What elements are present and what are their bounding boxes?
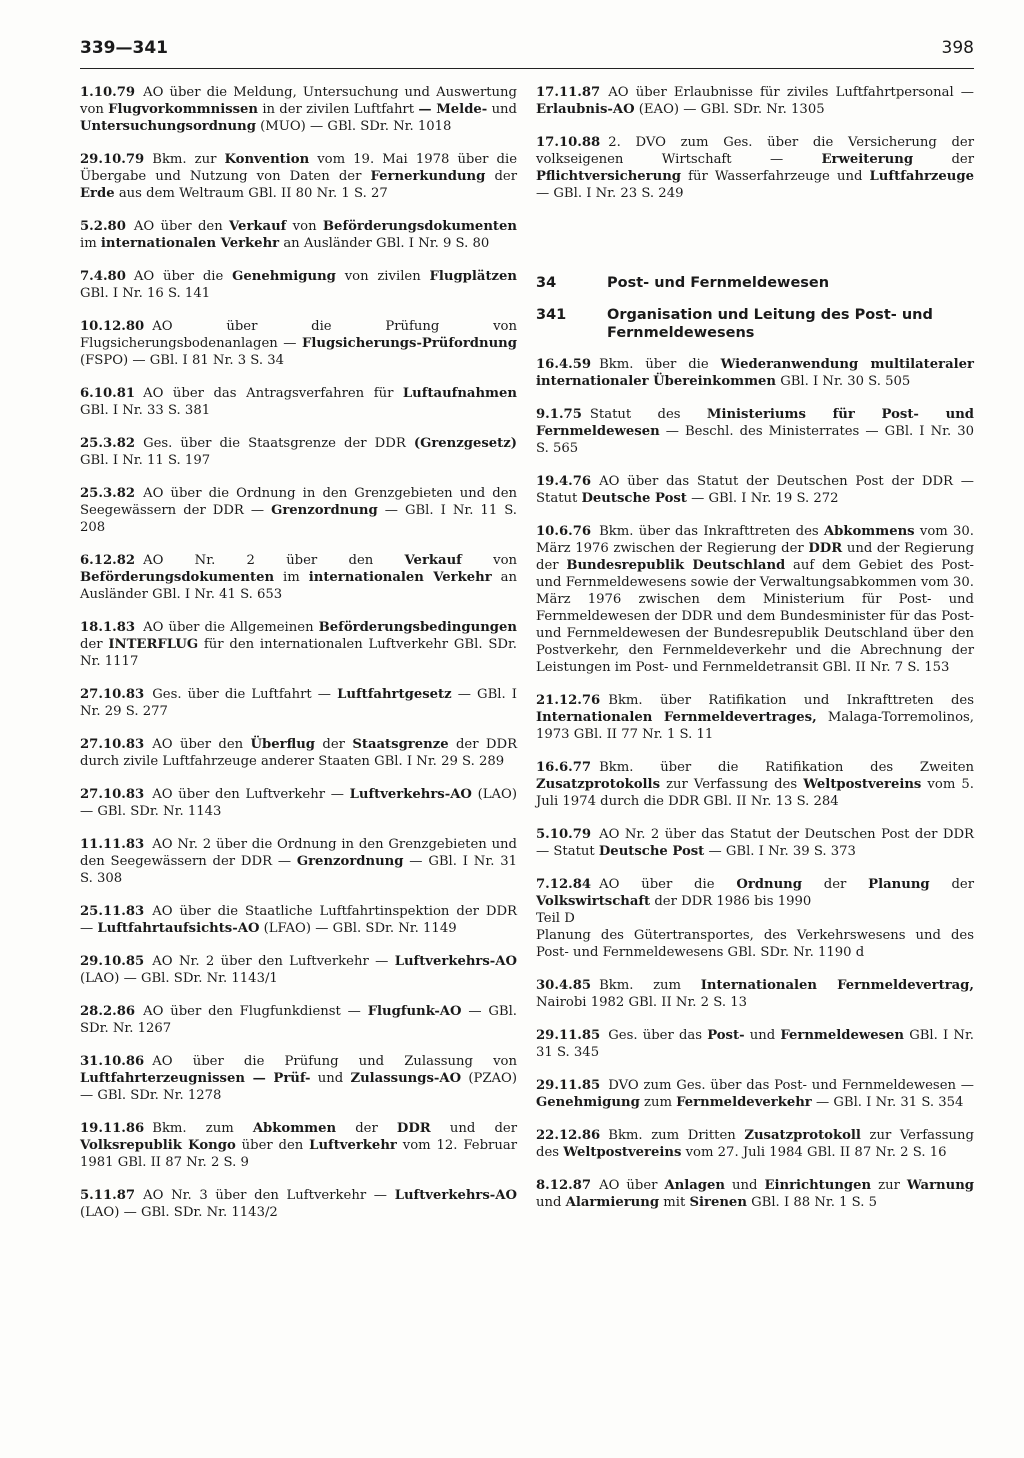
entry-text: Statut des [589,407,707,422]
entry-text: mit [659,1195,690,1210]
entry-keyword: Bundesrepublik Deutschland [566,558,786,573]
entry-keyword: — Melde- [418,102,488,117]
column-spacer [536,218,974,274]
entry-date: 21.12.76 [536,693,601,708]
entry-text: GBl. I Nr. 33 S. 381 [80,403,211,418]
entry-date: 30.4.85 [536,978,592,993]
law-entry [80,736,517,770]
entry-keyword: Staatsgrenze [352,737,449,752]
entry-keyword: Luftfahrtaufsichts-AO [97,921,260,936]
entry-text: — GBl. I Nr. 31 S. 354 [811,1095,964,1110]
law-entry [536,1077,974,1111]
entry-text: (FSPO) — GBl. I 81 Nr. 3 S. 34 [80,353,285,368]
section-title: Organisation und Leitung des Post- und Fernmeldewesens [607,307,933,341]
entry-keyword: Fernerkundung [370,169,486,184]
entry-date: 25.11.83 [80,904,145,919]
entry-date: 18.1.83 [80,620,136,635]
page-range: 339—341 [80,38,168,58]
entry-keyword: Flugvorkommnissen [108,102,259,117]
entry-keyword: Zulassungs-AO [350,1071,462,1086]
entry-text: vom 12. Februar 1981 GBl. II 87 Nr. 2 S. 9 [80,1138,517,1170]
section-number: 34 [536,275,557,291]
entry-text: AO über [599,1178,665,1193]
entry-text: von [461,553,517,568]
entry-text: und der Regierung der [536,541,975,573]
entry-keyword: Sirenen [689,1195,747,1210]
entry-text: AO über die Allgemeinen [143,620,319,635]
entry-text: (LAO) — GBl. SDr. Nr. 1143/2 [80,1205,278,1220]
entry-text: an Ausländer GBl. I Nr. 9 S. 80 [279,236,490,251]
entry-text: GBl. I Nr. 31 S. 345 [536,1028,974,1060]
right-column-top [536,84,974,202]
entry-keyword: Ministeriums für Post- und Fernmeldewesen [536,407,974,439]
entry-date: 8.12.87 [536,1178,592,1193]
entry-text: DVO zum Ges. über das Post- und Fernmeldewesen — [608,1078,974,1093]
entry-date: 5.2.80 [80,219,126,234]
law-entry [536,523,974,676]
right-column-bottom [536,356,974,1211]
law-entry [536,1177,974,1211]
entry-keyword: internationalen Verkehr [308,570,492,585]
entry-text: — Beschl. des Ministerrates — GBl. I Nr. 30 S. 565 [536,424,974,456]
entry-text: zur Verfassung des [660,777,804,792]
page-number: 398 [941,38,974,58]
entry-text: (EAO) — GBl. SDr. Nr. 1305 [634,102,825,117]
entry-text: der [929,877,974,892]
entry-date: 16.4.59 [536,357,592,372]
entry-keyword: DDR [396,1121,431,1136]
entry-text: Bkm. zur [152,152,225,167]
page-header [80,38,974,68]
entry-text: AO Nr. 2 über das Statut der Deutschen Post der DDR — Statut [536,827,974,859]
entry-text: Malaga-Torremolinos, 1973 GBl. II 77 Nr. 1 S. 11 [536,710,974,742]
entry-text: und [536,1195,566,1210]
entry-text: AO über die Staatliche Luftfahrtinspektion der DDR — [80,904,517,936]
left-column [80,84,517,1237]
entry-date: 25.3.82 [80,436,136,451]
entry-date: 9.1.75 [536,407,582,422]
entry-text: Bkm. zum Dritten [608,1128,745,1143]
entry-text: und [310,1071,351,1086]
entry-text: AO über die Prüfung und Zulassung von [152,1054,517,1069]
entry-text: — GBl. I Nr. 29 S. 277 [80,687,518,719]
entry-text: AO Nr. 2 über den [143,553,405,568]
law-entry [80,84,517,135]
entry-date: 19.4.76 [536,474,592,489]
law-entry [536,759,974,810]
entry-keyword: Untersuchungsordnung [80,119,256,134]
law-entry [536,876,974,961]
entry-text: Bkm. zum [152,1121,253,1136]
entry-text: der [485,169,518,184]
entry-date: 7.4.80 [80,269,126,284]
entry-text: AO über den [152,737,251,752]
entry-text: der [802,877,869,892]
entry-keyword: Planung [868,877,930,892]
entry-keyword: Internationalen Fernmeldevertrages, [536,710,817,725]
entry-text: GBl. I 88 Nr. 1 S. 5 [746,1195,878,1210]
entry-text: der DDR 1986 bis 1990 Teil D Planung des Gütertransportes, des Verkehrswesens und des Post- und Fernmeldewesens GBl. SDr. Nr. 1190 d [536,894,974,960]
entry-date: 25.3.82 [80,486,136,501]
subsection-heading [536,306,974,342]
law-entry [80,552,517,603]
entry-text: (LAO) — GBl. SDr. Nr. 1143/1 [80,971,278,986]
law-entry [536,1027,974,1061]
entry-keyword: Luftverkehrs-AO [394,1188,517,1203]
entry-keyword: Verkauf [229,219,287,234]
entry-date: 1.10.79 [80,85,136,100]
entry-date: 29.11.85 [536,1028,601,1043]
law-entry [80,836,517,887]
entry-text: vom 27. Juli 1984 GBl. II 87 Nr. 2 S. 16 [681,1145,947,1160]
entry-keyword: Luftfahrtgesetz [337,687,452,702]
entry-text: Ges. über das [608,1028,708,1043]
entry-date: 5.11.87 [80,1188,136,1203]
entry-text: GBl. I Nr. 11 S. 197 [80,453,211,468]
entry-text: GBl. I Nr. 30 S. 505 [776,374,911,389]
law-entry [80,268,517,302]
entry-text: AO über das Statut der Deutschen Post der DDR — Statut [536,474,974,506]
entry-text: (MUO) — GBl. SDr. Nr. 1018 [255,119,452,134]
law-entry [80,385,517,419]
law-entry [80,1003,517,1037]
law-entry [536,692,974,743]
entry-keyword: Fernmeldeverkehr [676,1095,812,1110]
entry-keyword: Flugsicherungs-Prüfordnung [302,336,517,351]
entry-keyword: Warnung [906,1178,975,1193]
entry-date: 27.10.83 [80,737,145,752]
entry-keyword: Fernmeldewesen [780,1028,905,1043]
entry-keyword: Weltpostvereins [803,777,922,792]
law-entry [80,318,517,369]
entry-date: 16.6.77 [536,760,592,775]
law-entry [536,406,974,457]
entry-keyword: Post- [707,1028,745,1043]
entry-keyword: (Grenzgesetz) [413,436,517,451]
entry-text: AO Nr. 3 über den Luftverkehr — [143,1188,395,1203]
entry-text: AO über die Prüfung von Flugsicherungsbodenanlagen — [80,319,517,351]
law-entry [80,619,517,670]
entry-keyword: Erlaubnis-AO [536,102,635,117]
entry-keyword: Verkauf [404,553,462,568]
entry-date: 29.10.79 [80,152,145,167]
entry-text: in der zivilen Luftfahrt [258,102,419,117]
law-entry [80,1120,517,1171]
entry-text: Nairobi 1982 GBl. II Nr. 2 S. 13 [536,995,747,1010]
entry-keyword: INTERFLUG [108,637,199,652]
entry-text: AO über das Antragsverfahren für [143,386,403,401]
entry-text: 2. DVO zum Ges. über die Versicherung der volkseigenen Wirtschaft — [536,135,974,167]
entry-text: im [80,236,101,251]
entry-text: Bkm. zum [599,978,701,993]
entry-text: im [274,570,309,585]
entry-keyword: Alarmierung [565,1195,660,1210]
law-entry [536,1127,974,1161]
entry-text: und [744,1028,781,1043]
entry-date: 5.10.79 [536,827,592,842]
law-entry [80,485,517,536]
entry-keyword: Ordnung [736,877,802,892]
entry-text: Ges. über die Staatsgrenze der DDR [143,436,414,451]
entry-text: AO über die Ordnung in den Grenzgebieten und den Seegewässern der DDR — [80,486,517,518]
entry-keyword: Anlagen [664,1178,726,1193]
entry-keyword: Überflug [250,737,316,752]
entry-text: (LFAO) — GBl. SDr. Nr. 1149 [259,921,457,936]
entry-text: der [336,1121,397,1136]
law-entry [536,977,974,1011]
entry-date: 27.10.83 [80,687,145,702]
entry-keyword: Luftaufnahmen [402,386,517,401]
section-heading [536,274,974,292]
entry-keyword: Deutsche Post [581,491,687,506]
entry-keyword: Genehmigung [232,269,336,284]
entry-text: Bkm. über die Ratifikation des Zweiten [599,760,974,775]
entry-keyword: Deutsche Post [598,844,705,859]
entry-date: 28.2.86 [80,1004,136,1019]
entry-text: über den [235,1138,310,1153]
entry-keyword: Volksrepublik Kongo [80,1138,236,1153]
law-entry [80,953,517,987]
entry-date: 6.12.82 [80,553,136,568]
entry-text: auf dem Gebiet des Post- und Fernmeldewesens sowie der Verwaltungsabkommen vom 30. März 1976 zwischen dem Ministerium für Post- und Fernmeldewesen der DDR und dem Bundesminister für das Post- und Fernmeldewesen der Bundesrepublik Deutschland über den Postverkehr, den Fernmeldeverkehr und die Abrechnung der Leistungen im Post- und Fernmeldetransit GBl. II Nr. 7 S. 153 [536,558,974,675]
entry-date: 27.10.83 [80,787,145,802]
law-entry [80,903,517,937]
law-entry [80,786,517,820]
entry-keyword: internationalen Verkehr [100,236,280,251]
entry-keyword: Grenzordnung [271,503,378,518]
entry-keyword: DDR [808,541,843,556]
entry-text: — GBl. I Nr. 39 S. 373 [704,844,856,859]
entry-text: an Ausländer GBl. I Nr. 41 S. 653 [80,570,517,602]
entry-date: 17.11.87 [536,85,601,100]
entry-keyword: Luftfahrzeuge [869,169,974,184]
section-title: Post- und Fernmeldewesen [607,275,830,291]
entry-text: — GBl. I Nr. 31 S. 308 [80,854,517,886]
entry-keyword: Luftfahrterzeugnissen — Prüf- [80,1071,311,1086]
entry-keyword: Internationalen Fernmeldevertrag, [700,978,974,993]
entry-keyword: Abkommen [252,1121,337,1136]
law-entry [536,134,974,202]
entry-keyword: Beförderungsdokumenten [322,219,517,234]
entry-date: 19.11.86 [80,1121,145,1136]
entry-text: für den internationalen Luftverkehr GBl. SDr. Nr. 1117 [80,637,517,669]
entry-text: AO über Erlaubnisse für ziviles Luftfahrtpersonal — [608,85,974,100]
entry-text: zum [639,1095,677,1110]
entry-text: zur [871,1178,907,1193]
entry-keyword: Wiederanwendung multilateraler internationaler Übereinkommen [536,357,974,389]
law-entry [80,1053,517,1104]
entry-text: — GBl. I Nr. 23 S. 249 [536,186,684,201]
entry-keyword: Volkswirtschaft [536,894,651,909]
entry-text: — GBl. I Nr. 19 S. 272 [686,491,839,506]
law-entry [536,84,974,118]
entry-text: (LAO) — GBl. SDr. Nr. 1143 [80,787,517,819]
entry-keyword: Zusatzprotokoll [744,1128,861,1143]
entry-date: 11.11.83 [80,837,145,852]
entry-text: (PZAO) — GBl. SDr. Nr. 1278 [80,1071,517,1103]
entry-keyword: Beförderungsbedingungen [318,620,517,635]
entry-date: 31.10.86 [80,1054,145,1069]
law-entry [80,435,517,469]
entry-keyword: Luftverkehr [309,1138,397,1153]
entry-keyword: Grenzordnung [296,854,404,869]
entry-text: AO über den [133,219,230,234]
right-column [536,84,974,1227]
law-entry [536,473,974,507]
entry-text: der DDR durch zivile Luftfahrzeuge anderer Staaten GBl. I Nr. 29 S. 289 [80,737,517,769]
entry-text: AO über den Flugfunkdienst — [143,1004,368,1019]
law-entry [80,218,517,252]
section-number: 341 [536,307,567,323]
law-entry [536,826,974,860]
entry-date: 7.12.84 [536,877,592,892]
entry-keyword: Weltpostvereins [563,1145,682,1160]
entry-text: Bkm. über die [599,357,721,372]
entry-keyword: Genehmigung [536,1095,640,1110]
entry-keyword: Luftverkehrs-AO [349,787,472,802]
entry-text: — GBl. I Nr. 11 S. 208 [80,503,517,535]
entry-text: — GBl. SDr. Nr. 1267 [80,1004,517,1036]
entry-text: aus dem Weltraum GBl. II 80 Nr. 1 S. 27 [114,186,388,201]
entry-text: und der [430,1121,517,1136]
entry-date: 29.11.85 [536,1078,601,1093]
entry-keyword: Zusatzprotokolls [536,777,660,792]
entry-date: 10.12.80 [80,319,145,334]
entry-text: AO Nr. 2 über die Ordnung in den Grenzgebieten und den Seegewässern der DDR — [80,837,517,869]
entry-date: 22.12.86 [536,1128,601,1143]
entry-keyword: Flugplätzen [429,269,518,284]
entry-date: 10.6.76 [536,524,592,539]
law-entry [80,1187,517,1221]
entry-text: GBl. I Nr. 16 S. 141 [80,286,211,301]
entry-text: vom 19. Mai 1978 über die Übergabe und Nutzung von Daten der [80,152,517,184]
entry-text: vom 5. Juli 1974 durch die DDR GBl. II Nr. 13 S. 284 [536,777,974,809]
entry-text: der [315,737,353,752]
entry-date: 29.10.85 [80,954,145,969]
entry-text: AO über die [599,877,737,892]
entry-text: AO über den Luftverkehr — [152,787,350,802]
entry-text: zur Verfassung des [536,1128,974,1160]
law-entry [80,686,517,720]
entry-keyword: Erde [80,186,115,201]
entry-text: von [286,219,323,234]
entry-keyword: Beförderungsdokumenten [80,570,275,585]
entry-text: Bkm. über Ratifikation und Inkrafttreten des [608,693,974,708]
entry-keyword: Flugfunk-AO [367,1004,462,1019]
entry-keyword: Pflichtversicherung [536,169,682,184]
entry-keyword: Konvention [224,152,310,167]
entry-keyword: Erweiterung [821,152,914,167]
header-rule [80,68,974,69]
entry-text: der [913,152,974,167]
entry-text: AO Nr. 2 über den Luftverkehr — [152,954,395,969]
entry-keyword: Abkommens [823,524,915,539]
entry-text: der [80,637,109,652]
entry-text: AO über die Meldung, Untersuchung und Auswertung von [80,85,517,117]
entry-text: AO über die [133,269,233,284]
entry-text: für Wasserfahrzeuge und [681,169,870,184]
entry-text: und [725,1178,765,1193]
entry-keyword: Luftverkehrs-AO [394,954,517,969]
law-entry [80,151,517,202]
entry-keyword: Einrichtungen [764,1178,872,1193]
entry-text: Bkm. über das Inkrafttreten des [599,524,824,539]
entry-text: und [487,102,517,117]
entry-text: vom 30. März 1976 zwischen der Regierung der [536,524,974,556]
law-entry [536,356,974,390]
entry-text: von zivilen [335,269,430,284]
entry-date: 6.10.81 [80,386,136,401]
entry-date: 17.10.88 [536,135,601,150]
entry-text: Ges. über die Luftfahrt — [152,687,338,702]
